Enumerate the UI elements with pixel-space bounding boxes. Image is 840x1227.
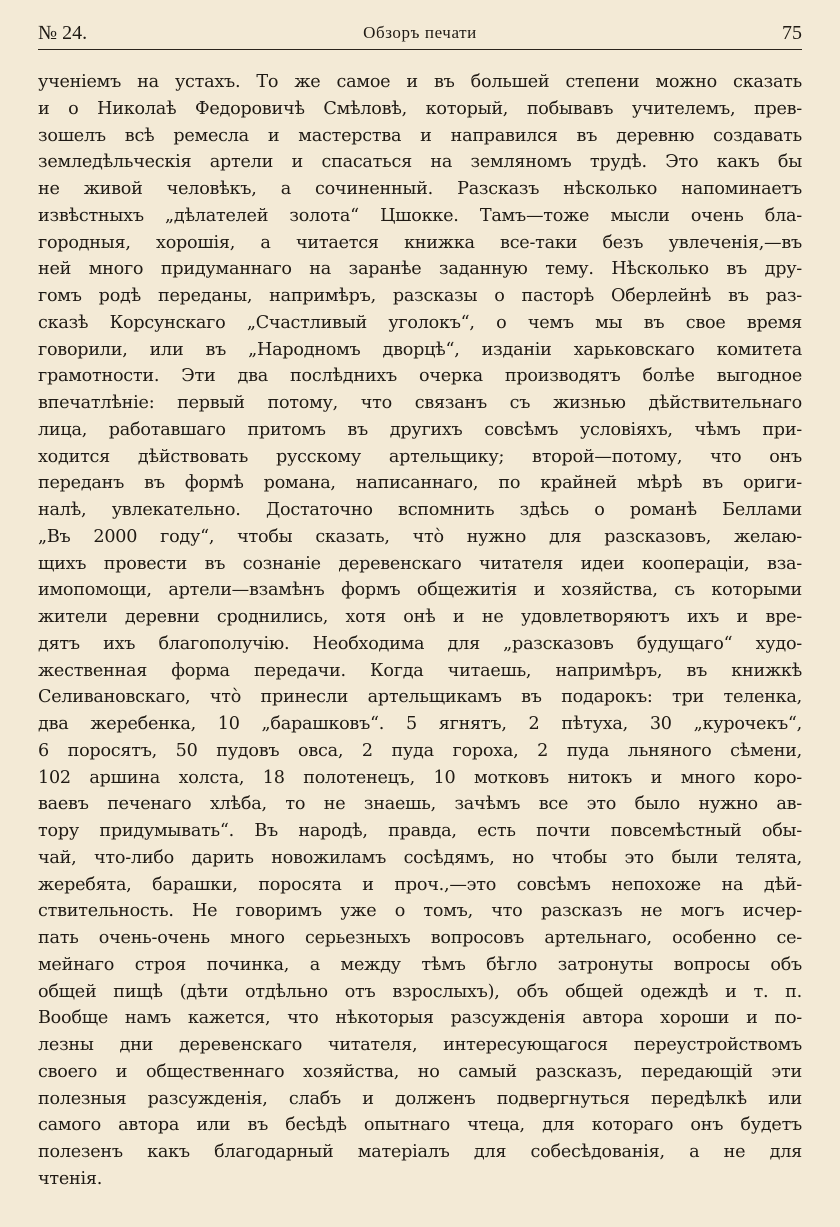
text-line: щихъ провести въ сознаніе деревенскаго читателя идеи коопераціи, вза-	[38, 553, 802, 574]
text-line: переданъ въ формѣ романа, написаннаго, по крайней мѣрѣ въ ориги-	[38, 473, 802, 494]
text-line: впечатлѣніе: первый потому, что связанъ съ жизнью дѣйствительнаго	[38, 393, 802, 413]
text-line: налѣ, увлекательно. Достаточно вспомнить здѣсь о романѣ Беллами	[38, 500, 802, 520]
text-line: ней много придуманнаго на заранѣе заданную тему. Нѣсколько въ дру-	[38, 259, 802, 280]
text-line: тору придумывать“. Въ народѣ, правда, есть почти повсемѣстный обы-	[38, 821, 802, 841]
text-line: самого автора или въ бесѣдѣ опытнаго чтеца, для котораго онъ будетъ	[38, 1115, 802, 1136]
text-line: гомъ родѣ переданы, напримѣръ, разсказы о пасторѣ Оберлейнѣ въ раз-	[38, 286, 802, 306]
text-line: ствительность. Не говоримъ уже о томъ, что разсказъ не могъ исчер-	[38, 901, 802, 922]
text-line: „Въ 2000 году“, чтобы сказать, что̀ нужно для разсказовъ, желаю-	[38, 526, 802, 547]
text-line: грамотности. Эти два послѣднихъ очерка производятъ болѣе выгодное	[38, 366, 802, 387]
text-line: и о Николаѣ Федоровичѣ Смѣловѣ, который, побывавъ учителемъ, прев-	[38, 98, 802, 119]
text-line: два жеребенка, 10 „барашковъ“. 5 ягнятъ, 2 пѣтуха, 30 „курочекъ“,	[38, 714, 802, 734]
text-line: мейнаго строя починка, а между тѣмъ бѣгло затронуты вопросы объ	[38, 954, 802, 975]
text-line: полезныя разсужденія, слабъ и долженъ подвергнуться передѣлкѣ или	[38, 1088, 802, 1109]
text-line: зошелъ всѣ ремесла и мастерства и направился въ деревню создавать	[38, 125, 802, 146]
text-line: жеребята, барашки, поросята и проч.,—это совсѣмъ непохоже на дѣй-	[38, 874, 802, 895]
text-line: жители деревни сроднились, хотя онѣ и не удовлетворяютъ ихъ и вре-	[38, 607, 802, 627]
text-line: дятъ ихъ благополучію. Необходима для „разсказовъ будущаго“ худо-	[38, 633, 802, 654]
section-title: Обзоръ печати	[363, 23, 477, 42]
text-line: общей пищѣ (дѣти отдѣльно отъ взрослыхъ), объ общей одеждѣ и т. п.	[38, 981, 802, 1002]
text-line: земледѣльческія артели и спасаться на земляномъ трудѣ. Это какъ бы	[38, 152, 802, 173]
text-line: полезенъ какъ благодарный матеріалъ для собесѣдованія, а не для	[38, 1142, 802, 1162]
text-line: чай, что-либо дарить новожиламъ сосѣдямъ, но чтобы это были телята,	[38, 847, 802, 868]
text-line: ваевъ печенаго хлѣба, то не знаешь, зачѣмъ все это было нужно ав-	[38, 794, 802, 815]
text-line: не живой человѣкъ, а сочиненный. Разсказъ нѣсколько напоминаетъ	[38, 179, 802, 199]
text-line: сказѣ Корсунскаго „Счастливый уголокъ“, о чемъ мы въ свое время	[38, 312, 802, 333]
text-line: городныя, хорошія, а читается книжка все-таки безъ увлеченія,—въ	[38, 232, 802, 253]
issue-number: № 24.	[38, 22, 88, 44]
text-line: ученіемъ на устахъ. То же самое и въ большей степени можно сказать	[38, 72, 802, 92]
book-page	[38, 18, 802, 1189]
text-line: 102 аршина холста, 18 полотенецъ, 10 мотковъ нитокъ и много коро-	[38, 767, 802, 788]
text-line: своего и общественнаго хозяйства, но самый разсказъ, передающій эти	[38, 1061, 802, 1082]
text-line: ходится дѣйствовать русскому артельщику; второй—потому, что онъ	[38, 446, 802, 467]
body-text	[38, 69, 802, 1193]
text-line: жественная форма передачи. Когда читаешь, напримѣръ, въ книжкѣ	[38, 660, 802, 681]
running-header	[38, 18, 802, 48]
text-line: говорили, или въ „Народномъ дворцѣ“, изданіи харьковскаго комитета	[38, 339, 802, 360]
text-line: лезны дни деревенскаго читателя, интересующагося переустройствомъ	[38, 1035, 802, 1055]
text-line: извѣстныхъ „дѣлателей золота“ Цшокке. Тамъ—тоже мысли очень бла-	[38, 205, 802, 226]
text-line: лица, работавшаго притомъ въ другихъ совсѣмъ условіяхъ, чѣмъ при-	[38, 419, 802, 440]
text-line: пать очень-очень много серьезныхъ вопросовъ артельнаго, особенно се-	[38, 928, 802, 948]
page-number: 75	[782, 22, 802, 44]
header-rule	[38, 49, 802, 50]
text-line: имопомощи, артели—взамѣнъ формъ общежитія и хозяйства, съ которыми	[38, 580, 802, 601]
text-line: Вообще намъ кажется, что нѣкоторыя разсужденія автора хороши и по-	[38, 1008, 802, 1029]
text-line: чтенія.	[38, 1168, 103, 1189]
text-line: Селивановскаго, что̀ принесли артельщикамъ въ подарокъ: три теленка,	[38, 687, 802, 708]
text-line: 6 поросятъ, 50 пудовъ овса, 2 пуда гороха, 2 пуда льняного сѣмени,	[38, 740, 802, 761]
